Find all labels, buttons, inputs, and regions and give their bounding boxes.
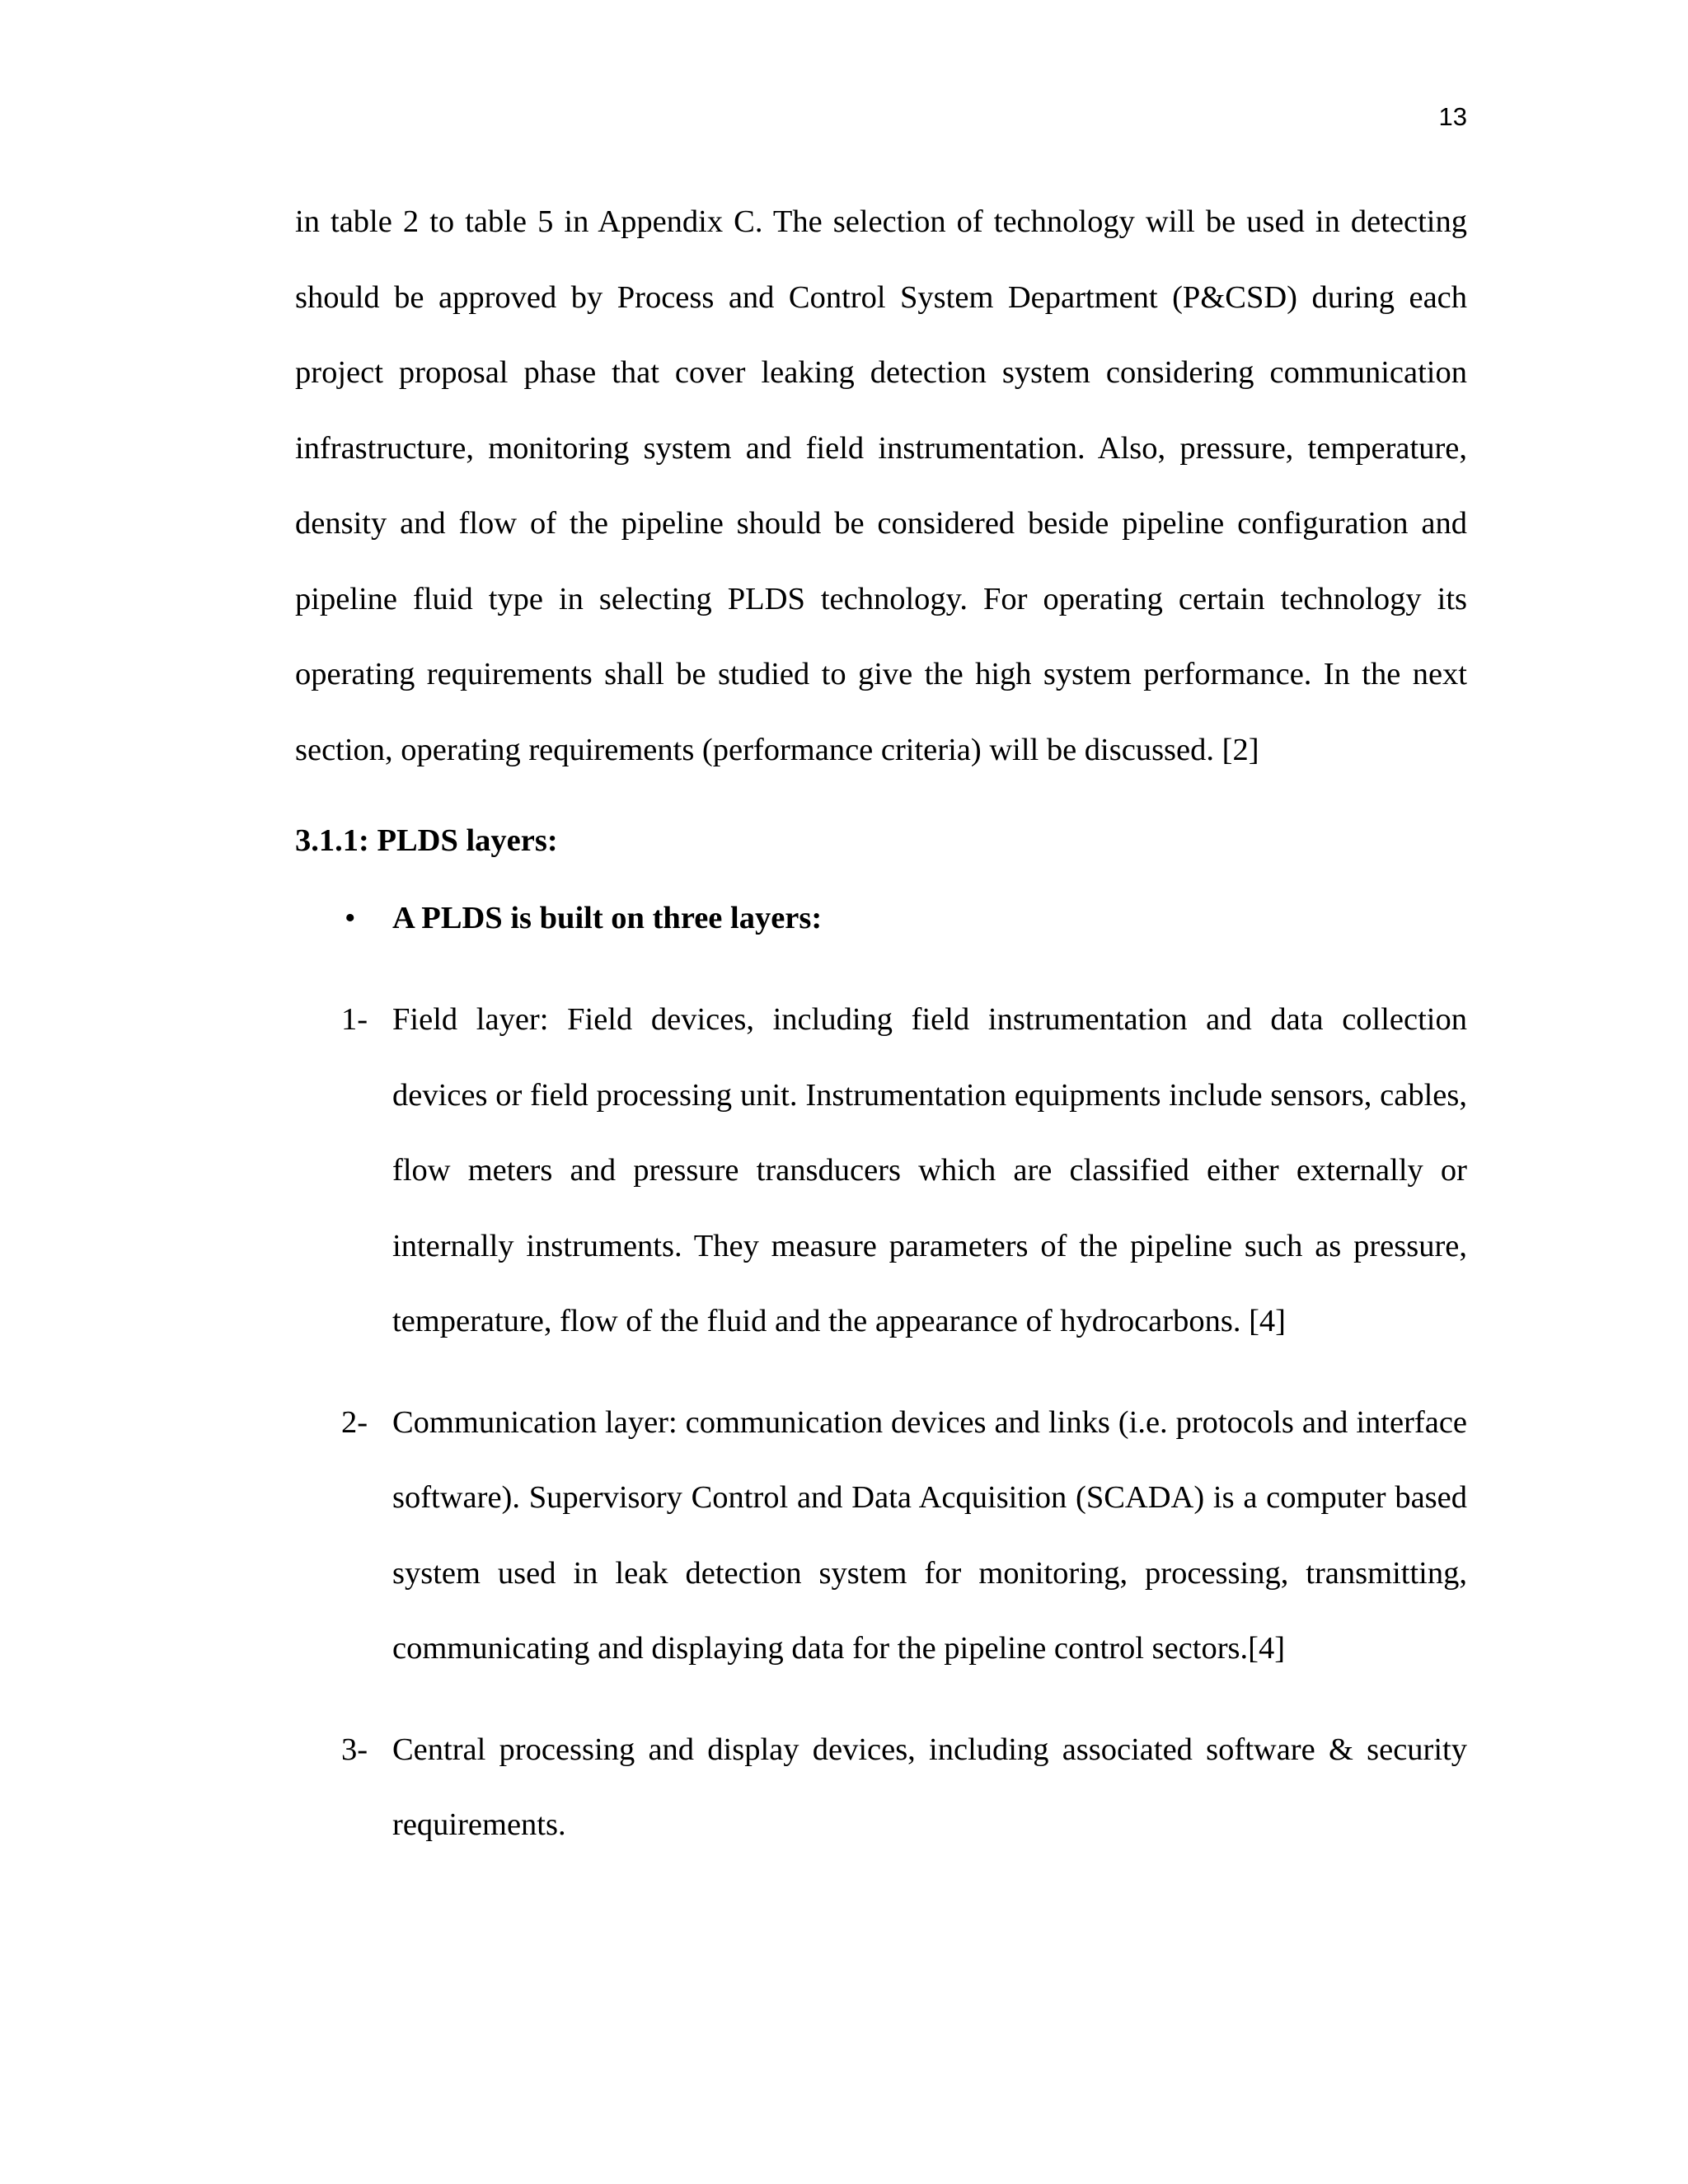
list-item-number: 1- [341, 1002, 368, 1037]
bullet-item [295, 893, 1467, 943]
bullet-text: A PLDS is built on three layers: [392, 901, 823, 935]
bullet-icon: • [345, 901, 356, 935]
layers-list [295, 982, 1467, 1863]
list-item-text: Central processing and display devices, including associated software & security requirements. [392, 1732, 1467, 1842]
list-item-text: Communication layer: communication devices and links (i.e. protocols and interface software). Supervisory Control and Data Acquisition (SCADA) is a computer based system used in leak detection system for monitoring, processing, transmitting, communicating and displaying data for the pipeline control sectors.[4] [392, 1404, 1467, 1666]
list-item-central-processing [295, 1713, 1467, 1863]
page-number: 13 [1438, 102, 1467, 131]
list-item-number: 3- [341, 1732, 368, 1767]
intro-paragraph: in table 2 to table 5 in Appendix C. The selection of technology will be used in detecting should be approved by Process and Control System Department (P&CSD) during each project proposal phase that cover leaking detection system considering communication infrastructure, monitoring system and field instrumentation. Also, pressure, temperature, density and flow of the pipeline should be considered beside pipeline configuration and pipeline fluid type in selecting PLDS technology. For operating certain technology its operating requirements shall be studied to give the high system performance. In the next section, operating requirements (performance criteria) will be discussed. [2] [295, 204, 1467, 767]
page-content [295, 185, 1467, 1889]
list-item-number: 2- [341, 1404, 368, 1440]
list-item-communication-layer [295, 1385, 1467, 1687]
section-heading: 3.1.1: PLDS layers: [295, 823, 558, 858]
list-item-text: Field layer: Field devices, including field instrumentation and data collection devices or field processing unit. Instrumentation equipments include sensors, cables, flow meters and pressure transducers which are classified either externally or internally instruments. They measure parameters of the pipeline such as pressure, temperature, flow of the fluid and the appearance of hydrocarbons. [4] [392, 1002, 1467, 1338]
list-item-field-layer [295, 982, 1467, 1360]
